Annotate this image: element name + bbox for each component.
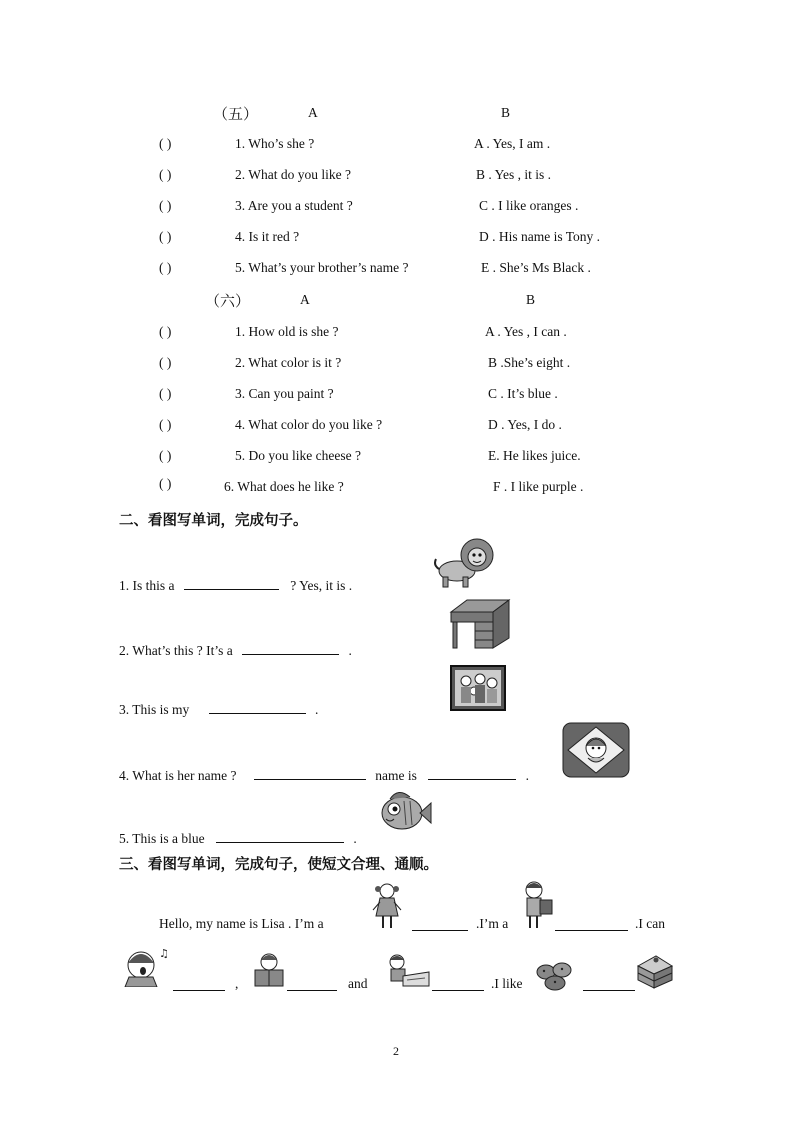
s3-blank-1[interactable]: [412, 916, 468, 931]
s3-blank-3[interactable]: [173, 976, 225, 991]
section2-title: 二、看图写单词，完成句子。: [119, 513, 308, 529]
part6-question: 6. What does he like ?: [224, 479, 344, 494]
part5-answer-paren[interactable]: ( ): [159, 167, 172, 182]
s3-blank-6[interactable]: [583, 976, 635, 991]
s2-blank-2[interactable]: [242, 640, 339, 655]
part6-answer-option: D . Yes, I do .: [488, 417, 562, 432]
s3-like: .I like: [491, 976, 523, 991]
part5-answer-paren[interactable]: ( ): [159, 229, 172, 244]
girl-portrait-icon: [562, 722, 630, 778]
part5-question: 2. What do you like ?: [235, 167, 351, 182]
s2-blank-4a[interactable]: [254, 765, 366, 780]
part5-answer-option: D . His name is Tony .: [479, 229, 601, 244]
page-number: 2: [393, 1044, 399, 1058]
cookies-icon: [535, 960, 575, 992]
part5-question: 5. What’s your brother’s name ?: [235, 260, 409, 275]
part6-question: 5. Do you like cheese ?: [235, 448, 361, 463]
s3-and: and: [348, 976, 368, 991]
s2-item-1-post: ? Yes, it is .: [290, 578, 353, 593]
s2-item-2-post: .: [348, 643, 352, 658]
part6-number: （六）: [205, 294, 251, 310]
part5-answer-option: E . She’s Ms Black .: [481, 260, 591, 275]
part6-answer-paren[interactable]: ( ): [159, 386, 172, 401]
part5-question: 4. Is it red ?: [235, 229, 300, 244]
s3-blank-4[interactable]: [287, 976, 337, 991]
part6-answer-option: B .She’s eight .: [488, 355, 571, 370]
s2-item-3-post: .: [315, 702, 319, 717]
s2-item-5-post: .: [353, 831, 357, 846]
part6-answer-paren[interactable]: ( ): [159, 355, 172, 370]
s2-item-1: [119, 575, 352, 594]
part6-answer-paren[interactable]: ( ): [159, 476, 172, 491]
part5-col-a: A: [308, 105, 318, 120]
s2-blank-5[interactable]: [216, 828, 344, 843]
s3-blank-5[interactable]: [432, 976, 484, 991]
part6-answer-paren[interactable]: ( ): [159, 417, 172, 432]
part5-answer-option: A . Yes, I am .: [474, 136, 551, 151]
s2-item-4-post: .: [525, 768, 529, 783]
part5-number: （五）: [213, 107, 259, 123]
s2-blank-1[interactable]: [184, 575, 279, 590]
s3-blank-2[interactable]: [555, 916, 628, 931]
s2-item-4-pre: 4. What is her name ?: [119, 768, 237, 783]
s2-item-2: [119, 640, 352, 659]
section3-title: 三、看图写单词，完成句子，使短文合理、通顺。: [119, 857, 438, 873]
part6-col-a: A: [300, 292, 310, 307]
cake-icon: [636, 952, 674, 990]
s3-comma: ,: [235, 976, 239, 991]
lion-icon: [433, 535, 497, 589]
part6-question: 4. What color do you like ?: [235, 417, 383, 432]
singing-icon: [121, 945, 173, 987]
part5-question: 1. Who’s she ?: [235, 136, 315, 151]
s2-item-4-mid: name is: [375, 768, 417, 783]
s2-item-2-pre: 2. What’s this ? It’s a: [119, 643, 233, 658]
fish-icon: [376, 785, 432, 837]
s2-item-5-pre: 5. This is a blue: [119, 831, 205, 846]
part6-answer-paren[interactable]: ( ): [159, 448, 172, 463]
part5-answer-paren[interactable]: ( ): [159, 136, 172, 151]
family-photo-icon: [450, 665, 506, 711]
part5-answer-option: C . I like oranges .: [479, 198, 579, 213]
s2-item-1-pre: 1. Is this a: [119, 578, 175, 593]
part5-answer-paren[interactable]: ( ): [159, 260, 172, 275]
part6-answer-option: A . Yes , I can .: [485, 324, 567, 339]
part6-answer-option: C . It’s blue .: [488, 386, 558, 401]
student-girl-icon: [518, 880, 556, 930]
part6-question: 2. What color is it ?: [235, 355, 342, 370]
part5-col-b: B: [501, 105, 511, 120]
girl-icon: [371, 882, 403, 930]
desk-icon: [449, 598, 511, 650]
part5-answer-paren[interactable]: ( ): [159, 198, 172, 213]
part6-question: 3. Can you paint ?: [235, 386, 334, 401]
s2-blank-4b[interactable]: [428, 765, 516, 780]
part5-question: 3. Are you a student ?: [235, 198, 353, 213]
s2-item-3: [119, 699, 318, 718]
part6-question: 1. How old is she ?: [235, 324, 339, 339]
s2-item-4: [119, 765, 529, 784]
s2-item-3-pre: 3. This is my: [119, 702, 190, 717]
s3-line1-text-b: .I’m a: [476, 916, 509, 931]
part6-col-b: B: [526, 292, 536, 307]
part6-answer-option: E. He likes juice.: [488, 448, 581, 463]
svg-text:♫: ♫: [159, 947, 169, 960]
reading-icon: [252, 952, 286, 988]
part6-answer-paren[interactable]: ( ): [159, 324, 172, 339]
part5-answer-option: B . Yes , it is .: [476, 167, 552, 182]
s2-blank-3[interactable]: [209, 699, 306, 714]
s2-item-5: [119, 828, 357, 847]
s3-line1-text-c: .I can: [635, 916, 665, 931]
s3-line1-text-a: Hello, my name is Lisa . I’m a: [159, 916, 324, 931]
drawing-icon: [385, 952, 431, 988]
part6-answer-option: F . I like purple .: [493, 479, 584, 494]
